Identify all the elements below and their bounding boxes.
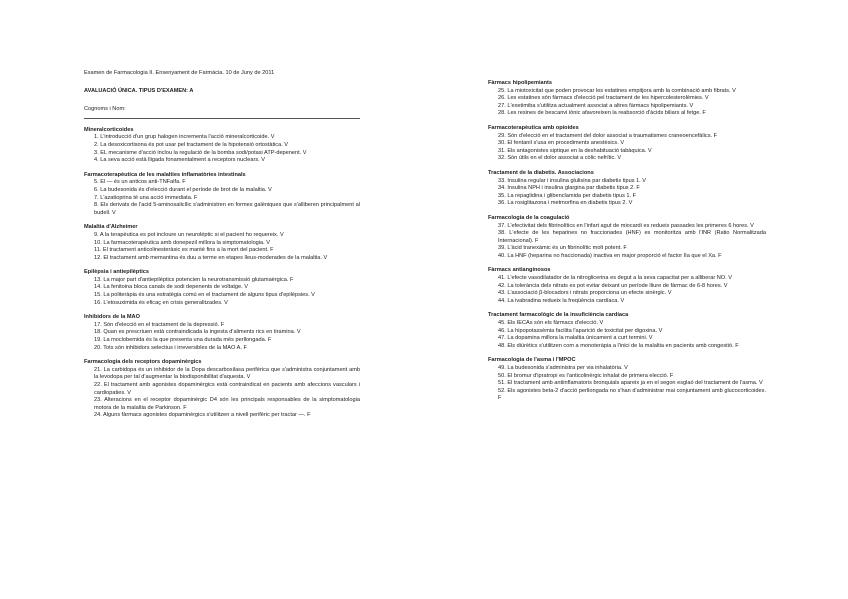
section-title: Tractament de la diabetis. Associacions <box>488 169 594 176</box>
question-item: 23. Alteracions en el receptor dopaminèrgic D4 són les principals responsables de la simptomatologia motora de la malaltia de Parkinson. F <box>94 397 360 411</box>
question-list <box>488 223 766 261</box>
right-sections <box>488 80 766 403</box>
question-item: 2. La desoxicortisona és pot usar pel tractament de la hipotensió ortostàtica. V <box>94 141 289 148</box>
section-title: Fàrmacs hipolipemiants <box>488 80 553 86</box>
question-item: 29. Són d'elecció en el tractament del dolor associat a traumatismes craneoencefàlics. F <box>498 132 718 139</box>
question-item: 33. Insulina regular i insulina glulisina par diabetis tipus 1. V <box>498 177 647 184</box>
question-item: 31. Els antagonistes siptique en la deshabituació tabàquica. V <box>498 147 652 154</box>
question-section <box>84 224 360 262</box>
question-item: 49. La budesonida s'administra per via inhalatòria. V <box>498 365 628 371</box>
question-section <box>84 127 360 165</box>
question-section <box>488 312 766 350</box>
question-item: 51. El tractament amb antiinflamatoris bronquials apareix ja en el segon esglaó del tractament de l'asma. V <box>498 380 763 387</box>
question-item: 17. Són d'elecció en el tractament de la depressió. F <box>94 321 225 328</box>
section-title: Epilèpsia i antiepilèptics <box>84 269 149 276</box>
question-list <box>84 179 360 217</box>
question-section <box>488 215 766 261</box>
question-item: 15. La politeràpia és una estratègia comú en el tractament de alguns tipus d'epilèpsies. V <box>94 292 315 299</box>
question-item: 27. L'exetimiba s'utilitza actualment associat a altres fàrmacs hipolipemiants. V <box>498 102 694 109</box>
question-item: 8. Els derivats de l'acid 5-aminosalicílic s'administren en formes galèniques que s'alliberen principalment al budell. V <box>94 202 360 216</box>
question-item: 34. Insulina NPH i insulina glargina par diabetis tipus 2. F <box>498 185 640 192</box>
question-list <box>488 275 766 305</box>
question-item: 40. La HNF (heparina no fraccionada) inactiva en major proporció el factor IIa que el Xa. F <box>498 252 722 259</box>
question-item: 13. La major part d'antiepilèptics potencien la neurotransmissió glutamaèrgica. F <box>94 276 294 283</box>
section-title: Malaltia d'Alzheimer <box>84 224 138 231</box>
question-item: 44. La ivabradina redueix la freqüència cardíaca. V <box>498 297 625 304</box>
section-title: Farmacoterapèutica de les malalties inflamatòries intestinals <box>84 171 246 178</box>
question-list <box>84 134 360 164</box>
question-item: 43. L'associació β-blocadors i nitrats proporciona un efecte sinèrgic. V <box>498 290 672 297</box>
exam-title: Examen de Farmacologia II. Ensenyament de Farmàcia. 10 de Juny de 2011 <box>84 70 275 76</box>
question-section <box>488 357 766 403</box>
question-item: 32. Són útils en el dolor associat a còlic nefrític. V <box>498 155 622 162</box>
question-item: 25. La miotoxicitat que poden provocar les estatines empitjora amb la combinació amb fibrats. V <box>498 87 736 94</box>
question-item: 4. La seva acció està lligada fonamentalment a receptors nuclears. V <box>94 157 266 164</box>
question-item: 50. El bromur d'ipratropi es l'anticolinèrgic inhalat de primera elecció. F <box>498 372 674 379</box>
question-item: 10. La farmacoterapèutica amb donepezil millora la simptomatologia. V <box>94 239 270 246</box>
question-item: 35. La repaglidina i glibenclamida per diabetis tipus 1. F <box>498 192 637 199</box>
question-list <box>488 320 766 350</box>
section-title: Farmacologia de l'asma i l'MPOC <box>488 357 576 364</box>
question-list <box>488 133 766 163</box>
question-item: 28. Les resines de bescanvi iònic afavoreixen la reabsorció d'àcids biliars al fetge. F <box>498 110 706 117</box>
section-title: Tractament farmacològic de la insuficiència cardíaca <box>488 312 629 319</box>
question-item: 36. La rosiglitazona i metmorfina en diabetis tipus 2. V <box>498 200 633 207</box>
section-title: Inhibidors de la MAO <box>84 314 140 321</box>
question-item: 46. La hipopotassèmia facilita l'aparició de toxicitat per digoxina. V <box>498 327 663 334</box>
question-section <box>84 314 360 352</box>
question-section <box>488 170 766 208</box>
question-item: 37. L'efectivitat dels fibrinolítics en l'infart agut de miocardi es redueix passades les primeres 6 hores. V <box>498 222 754 229</box>
question-item: 11. El tractament anticolinesteràsic es manté fins a la mort del pacient. F <box>94 247 274 254</box>
question-item: 9. A la terapèutica es pot incloure un neuroléptic si el pacient ho requereix. V <box>94 231 284 238</box>
left-column <box>84 70 360 427</box>
question-item: 38. L'efecte de les heparines no fraccionades (HNF) es monitoritza amb l'INR (Ratio Normalitzada Internacional). F <box>498 230 766 244</box>
question-item: 47. La dopamina millora la malaltia únicament a curt termini. V <box>498 335 653 342</box>
question-item: 21. La carbidopa és un inhibidor de la Dopa descarboxilasa perifèrica que s'administra conjuntament amb la levodopa per tal d'augmentar la biodisponibilitat d'aquesta. V <box>94 366 360 381</box>
name-field-label: Cognoms i Nom: <box>84 106 126 113</box>
question-item: 3. EL mecanisme d'acció inclou la regulació de la bomba sodi/potasi ATP-depenent. V <box>94 149 307 156</box>
question-section <box>84 172 360 218</box>
question-list <box>84 367 360 420</box>
question-list <box>488 178 766 208</box>
question-item: 42. La tolerància dels nitrats es pot evitar deixant un període lliure de fàrmac de 6-8 hores. V <box>498 282 728 289</box>
exam-type-heading: AVALUACIÓ ÚNICA. TIPUS D'EXAMEN: A <box>84 87 194 94</box>
question-section <box>84 359 360 420</box>
section-title: Mineralcorticoides <box>84 126 134 133</box>
question-list <box>84 232 360 262</box>
question-item: 48. Els diürètics s'utilitzen com a monoteràpia a l'inici de la malaltia en pacients amb congestió. F <box>498 342 739 349</box>
right-column <box>488 80 766 410</box>
question-item: 18. Quan es prescriuen està contraindicada la ingesta d'aliments rics en tiramina. V <box>94 329 301 336</box>
section-title: Farmacologia de la coagulació <box>488 214 570 221</box>
question-item: 7. L'azatioprina té una acció immediata. F <box>94 194 198 201</box>
question-section <box>488 125 766 163</box>
question-item: 20. Tots són inhibidors selectius i irreversibles de la MAO A. F <box>94 344 247 351</box>
question-list <box>488 365 766 403</box>
section-title: Farmacologia dels receptors dopaminèrgics <box>84 359 202 366</box>
question-item: 24. Alguns fàrmacs agonistes dopaminèrgics s'utilitzen a nivell perifèric per tractar —. F <box>94 412 311 419</box>
question-list <box>488 88 766 118</box>
question-item: 26. Les estatines són fàrmacs d'elecció pel tractament de les hipercolesterolèmies. V <box>498 95 709 102</box>
question-item: 30. El fentanil s'usa en procediments anestèsics. V <box>498 140 625 147</box>
name-field-line <box>84 118 360 119</box>
question-item: 41. L'efecte vasodilatador de la nitroglicerina es degut a la seva capacitat per a alliberar NO. V <box>498 275 732 282</box>
section-title: Fàrmacs antianginosos <box>488 267 551 274</box>
question-item: 14. La fenitoina bloca canals de sodi depenents de voltatge. V <box>94 284 248 291</box>
question-list <box>84 277 360 307</box>
question-item: 52. Els agonistes beta-2 d'acció perllongada no s'han d'administrar mai conjuntament amb glucocorticoides. F <box>498 387 766 402</box>
question-item: 6. La budesonida és d'elecció durant el període de brot de la malaltia. V <box>94 186 272 193</box>
question-item: 22. El tractament amb agonistes dopaminèrgics està contraindicat en pacients amb afeccions vasculars i cardiopaties. V <box>94 382 360 396</box>
question-item: 19. La moclobemida és la que presenta una durada més perllongada. F <box>94 337 272 344</box>
question-item: 39. L'àcid tranexàmic és un fibrinolític molt potent. F <box>498 245 627 252</box>
question-section <box>488 267 766 305</box>
question-list <box>84 322 360 352</box>
question-item: 1. L'introducció d'un grup halogen incrementa l'acció mineralcorticoide. V <box>94 134 275 141</box>
question-item: 5. El — és un anticos anti-TNFalfa. F <box>94 179 186 186</box>
question-item: 12. El tractament amb memantina és duu a terme en etapes lleus-moderades de la malaltia. V <box>94 254 328 261</box>
left-sections <box>84 127 360 420</box>
section-title: Farmacoterapèutica amb opioides <box>488 124 579 131</box>
question-section <box>84 269 360 307</box>
question-item: 45. Els IECAs són els fàrmacs d'elecció. V <box>498 320 604 327</box>
question-item: 16. L'etosuximida és eficaç en crisis generalitzades. V <box>94 299 228 306</box>
question-section <box>488 80 766 118</box>
